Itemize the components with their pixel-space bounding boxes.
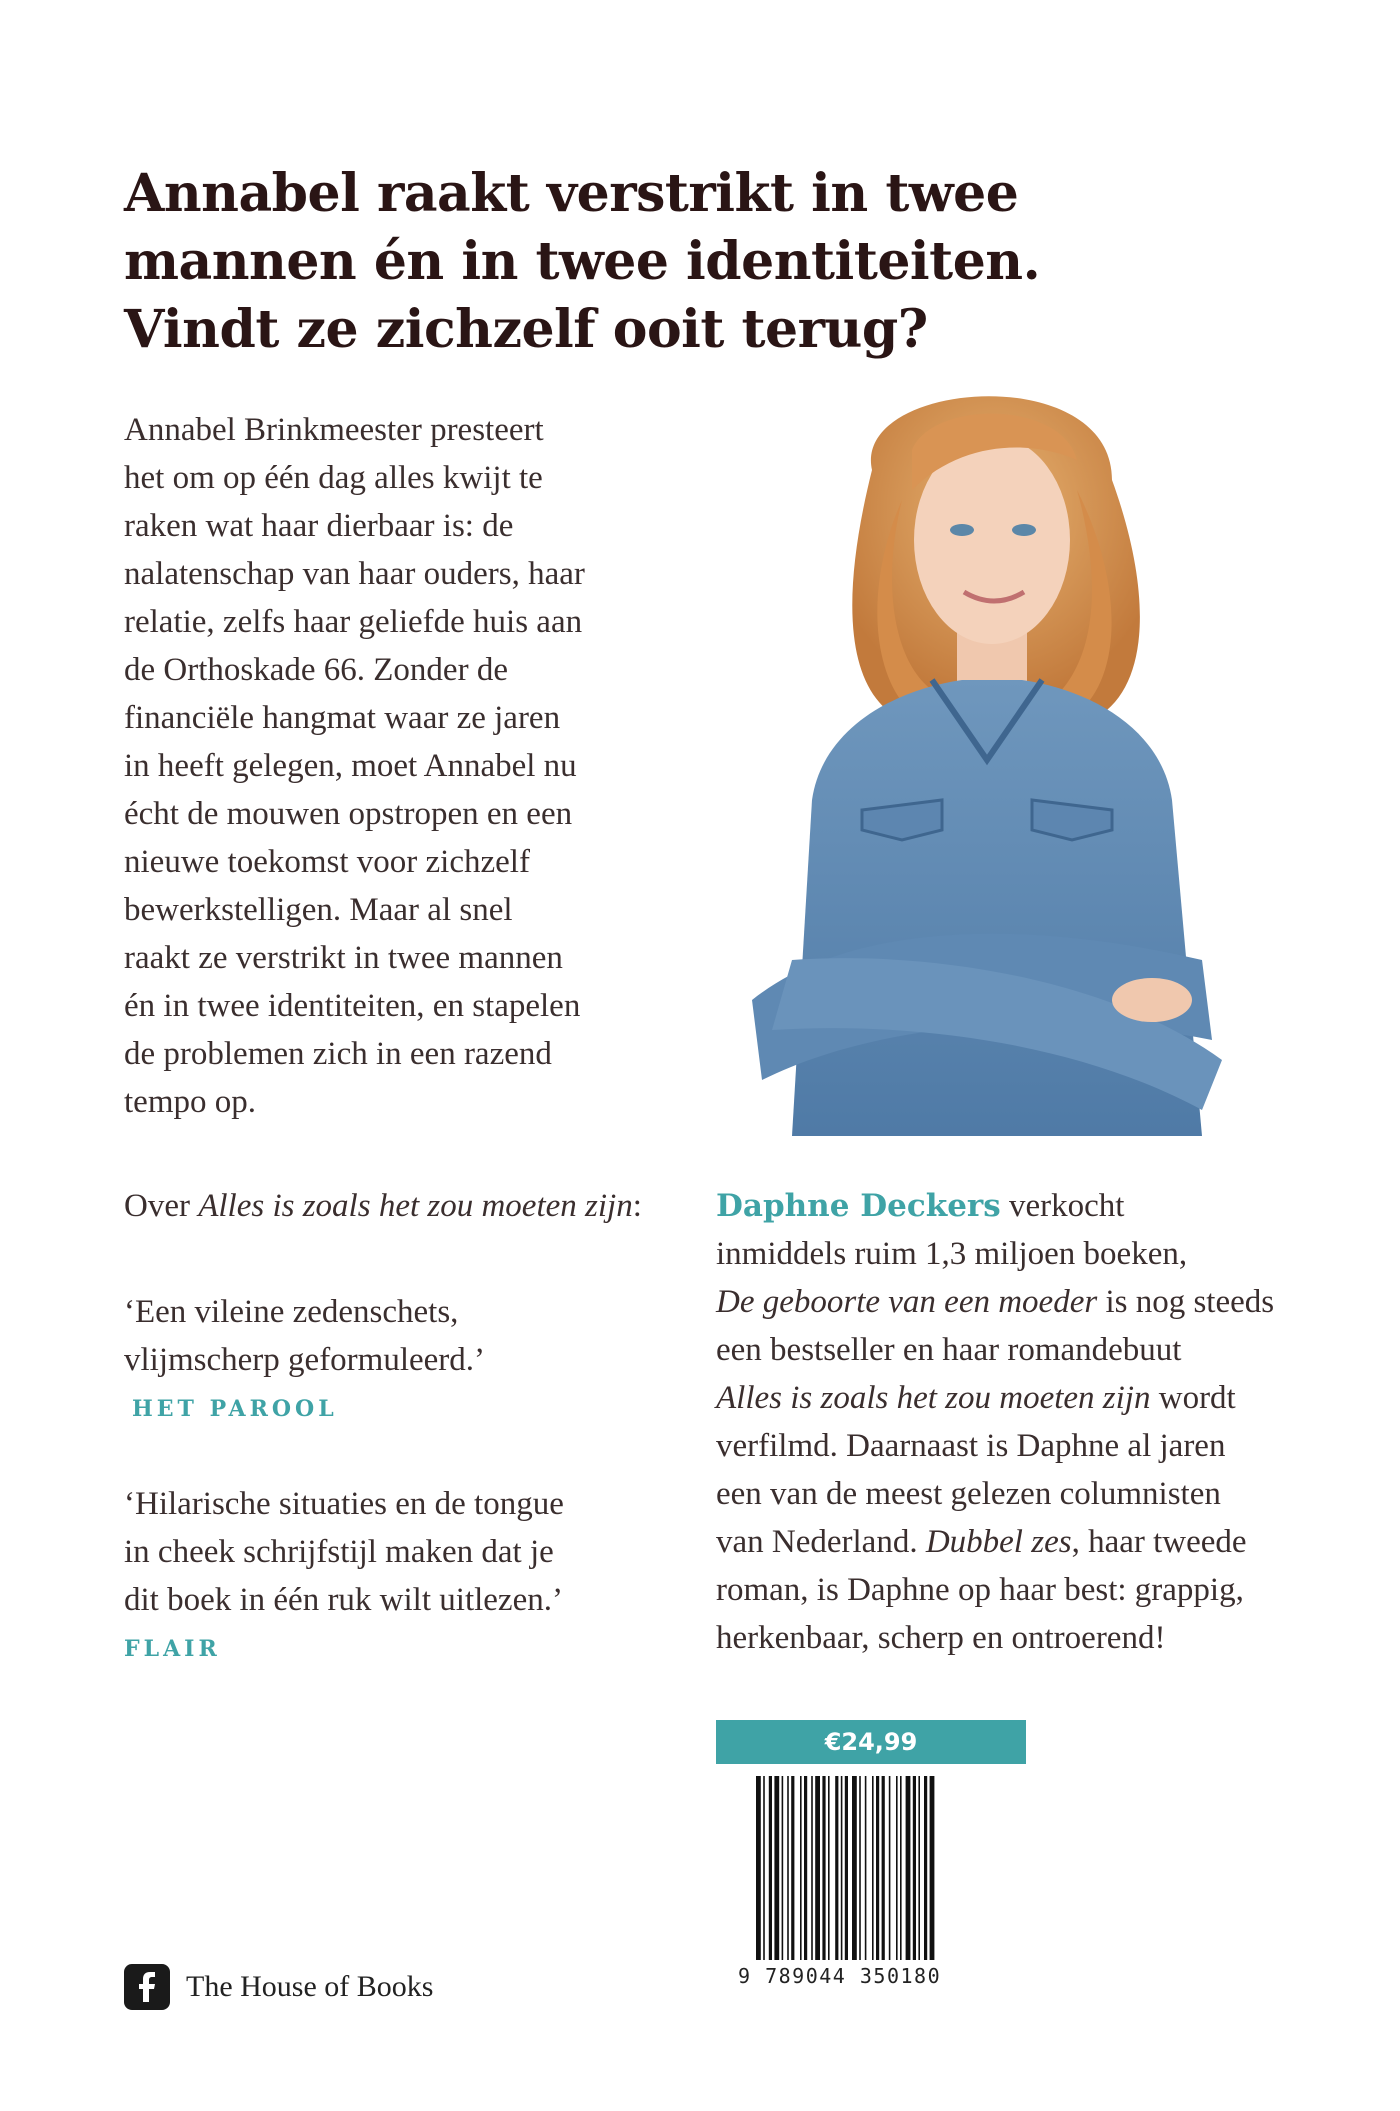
barcode-bar <box>865 1776 867 1960</box>
barcode-bar <box>828 1776 830 1960</box>
synopsis-line: tempo op. <box>124 1084 256 1120</box>
synopsis-line: nieuwe toekomst voor zichzelf <box>124 844 530 880</box>
barcode-bar <box>804 1776 807 1960</box>
barcode-bar <box>900 1776 902 1960</box>
reviews-intro-prefix: Over <box>124 1188 199 1224</box>
bio-line: een van de meest gelezen columnisten <box>716 1476 1221 1512</box>
bio-line: roman, is Daphne op haar best: grappig, <box>716 1572 1244 1608</box>
synopsis-line: Annabel Brinkmeester presteert <box>124 412 544 448</box>
bio-text: , haar tweede <box>1071 1524 1247 1560</box>
barcode-bar <box>876 1776 879 1960</box>
barcode-bar <box>815 1776 820 1960</box>
bio-line <box>716 1278 1274 1326</box>
book-title: De geboorte van een moeder <box>716 1284 1098 1320</box>
headline-line: Vindt ze zichzelf ooit terug? <box>124 299 928 360</box>
barcode-bar <box>913 1776 916 1960</box>
bio-text: wordt <box>1150 1380 1236 1416</box>
barcode-number: 9 789044 350180 <box>738 1964 942 1988</box>
bio-line <box>716 1182 1124 1230</box>
barcode-bar <box>791 1776 794 1960</box>
barcode-bar <box>852 1776 857 1960</box>
quote-2-line: ‘Hilarische situaties en de tongue <box>124 1486 564 1522</box>
barcode-bar <box>845 1776 848 1960</box>
barcode-bar <box>756 1776 761 1960</box>
quote-1-source: HET PAROOL <box>132 1396 338 1422</box>
facebook-icon[interactable] <box>124 1964 170 2010</box>
synopsis-line: de problemen zich in een razend <box>124 1036 552 1072</box>
synopsis-line: écht de mouwen opstropen en een <box>124 796 573 832</box>
synopsis-line: relatie, zelfs haar geliefde huis aan <box>124 604 583 640</box>
publisher <box>124 1962 433 2012</box>
bio-text: is nog steeds <box>1097 1284 1275 1320</box>
barcode-bar <box>906 1776 911 1960</box>
bio-line: verfilmd. Daarnaast is Daphne al jaren <box>716 1428 1226 1464</box>
barcode-bar <box>782 1776 784 1960</box>
quote-2-source: FLAIR <box>124 1636 221 1662</box>
author-name: Daphne Deckers <box>716 1188 1001 1224</box>
bio-text: verkocht <box>1000 1188 1125 1224</box>
publisher-name: The House of Books <box>186 1970 434 2003</box>
bio-text: van Nederland. <box>716 1524 926 1560</box>
headline-line: Annabel raakt verstrikt in twee <box>124 163 1019 224</box>
quote-2-line: in cheek schrijfstijl maken dat je <box>124 1534 554 1570</box>
synopsis-line: bewerkstelligen. Maar al snel <box>124 892 513 928</box>
headline-line: mannen én in twee identiteiten. <box>124 231 1041 292</box>
barcode-bar <box>882 1776 885 1960</box>
headline <box>124 160 1324 364</box>
synopsis-line: het om op één dag alles kwijt te <box>124 460 543 496</box>
synopsis-line: financiële hangmat waar ze jaren <box>124 700 561 736</box>
reviews-intro-suffix: : <box>632 1188 642 1224</box>
synopsis-line: én in twee identiteiten, en stapelen <box>124 988 581 1024</box>
reviews-intro-title: Alles is zoals het zou moeten zijn <box>198 1188 633 1224</box>
barcode-bar <box>822 1776 825 1960</box>
barcode-bar <box>918 1776 920 1960</box>
bio-line: herkenbaar, scherp en ontroerend! <box>716 1620 1166 1656</box>
barcode-bar <box>872 1776 874 1960</box>
barcode-bar <box>774 1776 779 1960</box>
barcode-bar <box>769 1776 772 1960</box>
barcode-bar <box>835 1776 838 1960</box>
barcode-bar <box>841 1776 843 1960</box>
barcode-bar <box>896 1776 898 1960</box>
barcode-bar <box>763 1776 765 1960</box>
barcode <box>754 1776 1002 1990</box>
bio-line: een bestseller en haar romandebuut <box>716 1332 1182 1368</box>
barcode-bar <box>889 1776 891 1960</box>
bio-line <box>716 1374 1236 1422</box>
author-photo <box>732 360 1240 1136</box>
quote-1-line: ‘Een vileine zedenschets, <box>124 1294 459 1330</box>
barcode-bar <box>787 1776 789 1960</box>
book-title: Dubbel zes <box>925 1524 1072 1560</box>
barcode-bar <box>800 1776 802 1960</box>
synopsis <box>124 406 664 1126</box>
quote-2-line: dit boek in één ruk wilt uitlezen.’ <box>124 1582 563 1618</box>
bio-line: inmiddels ruim 1,3 miljoen boeken, <box>716 1236 1188 1272</box>
reviews-intro <box>124 1182 642 1230</box>
synopsis-line: raakt ze verstrikt in twee mannen <box>124 940 563 976</box>
book-title: Alles is zoals het zou moeten zijn <box>716 1380 1151 1416</box>
barcode-bar <box>924 1776 927 1960</box>
barcode-bar <box>811 1776 813 1960</box>
quote-1-line: vlijmscherp geformuleerd.’ <box>124 1342 486 1378</box>
barcode-bar <box>930 1776 935 1960</box>
bio-line <box>716 1518 1247 1566</box>
barcode-bar <box>859 1776 861 1960</box>
synopsis-line: raken wat haar dierbaar is: de <box>124 508 514 544</box>
synopsis-line: de Orthoskade 66. Zonder de <box>124 652 508 688</box>
synopsis-line: nalatenschap van haar ouders, haar <box>124 556 585 592</box>
price-badge: €24,99 <box>716 1720 1026 1764</box>
synopsis-line: in heeft gelegen, moet Annabel nu <box>124 748 577 784</box>
